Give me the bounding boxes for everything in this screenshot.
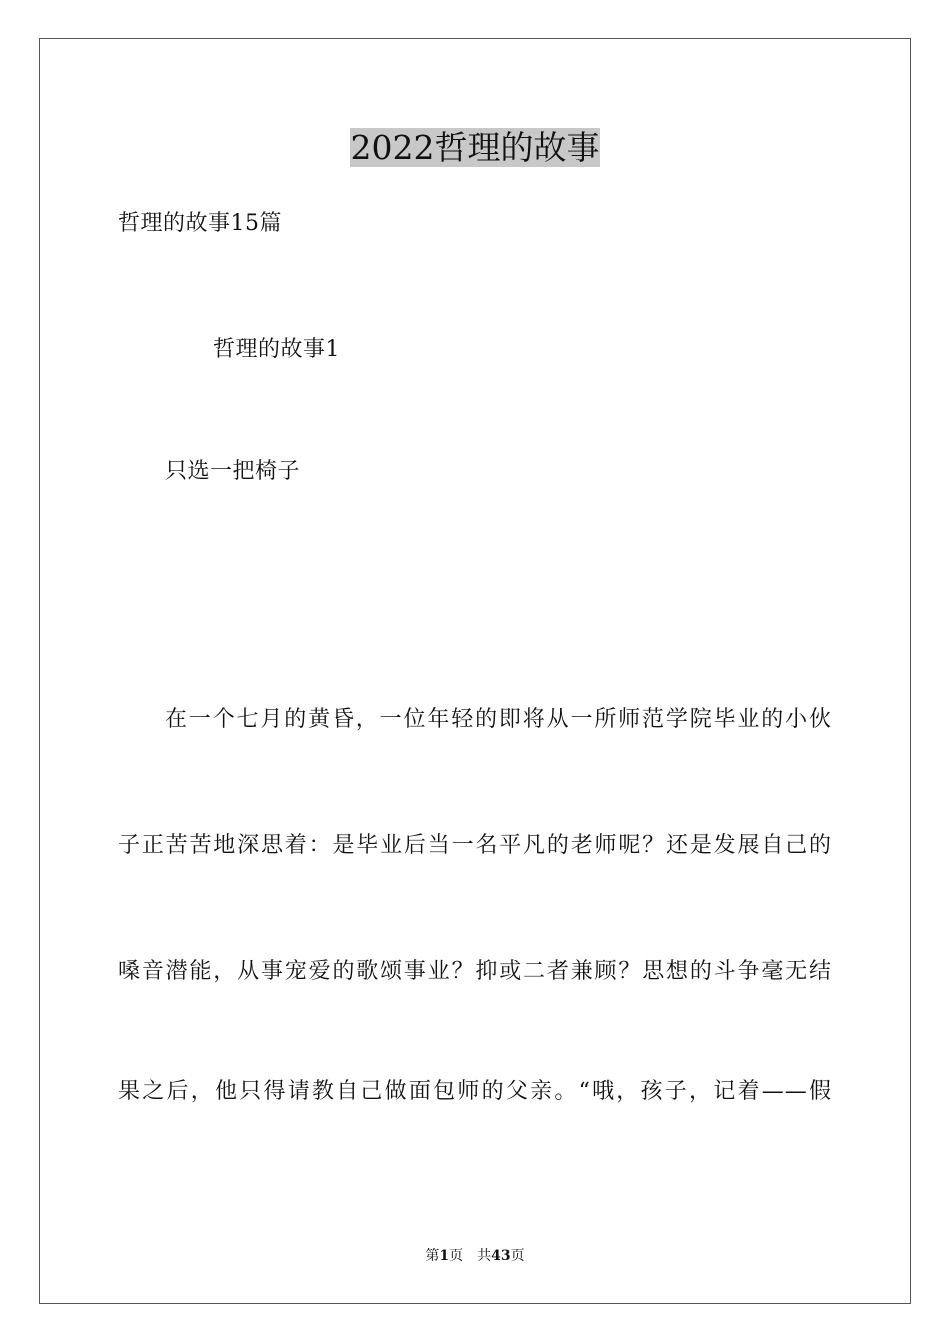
story-title: 只选一把椅子 <box>165 459 301 484</box>
paragraph-line-3: 嗓音潜能，从事宠爱的歌颂事业？抑或二者兼顾？思想的斗争毫无结 <box>118 959 832 984</box>
page-footer <box>0 1247 950 1265</box>
footer-total-suffix: 页 <box>510 1248 525 1264</box>
section-heading: 哲理的故事1 <box>213 337 340 362</box>
footer-total-pages: 43 <box>491 1248 511 1264</box>
footer-total-prefix: 共 <box>477 1248 492 1264</box>
footer-page-suffix: 页 <box>449 1248 464 1264</box>
paragraph-line-1: 在一个七月的黄昏，一位年轻的即将从一所师范学院毕业的小伙 <box>165 707 832 732</box>
paragraph-line-2: 子正苦苦地深思着：是毕业后当一名平凡的老师呢？还是发展自己的 <box>118 833 832 858</box>
paragraph-line-4: 果之后，他只得请教自己做面包师的父亲。“哦，孩子，记着——假 <box>118 1079 832 1104</box>
footer-page-prefix: 第 <box>425 1248 440 1264</box>
document-subtitle: 哲理的故事15篇 <box>118 211 282 236</box>
document-title-text: 2022哲理的故事 <box>350 128 600 167</box>
footer-page-number: 1 <box>439 1248 450 1264</box>
document-title <box>0 128 950 168</box>
